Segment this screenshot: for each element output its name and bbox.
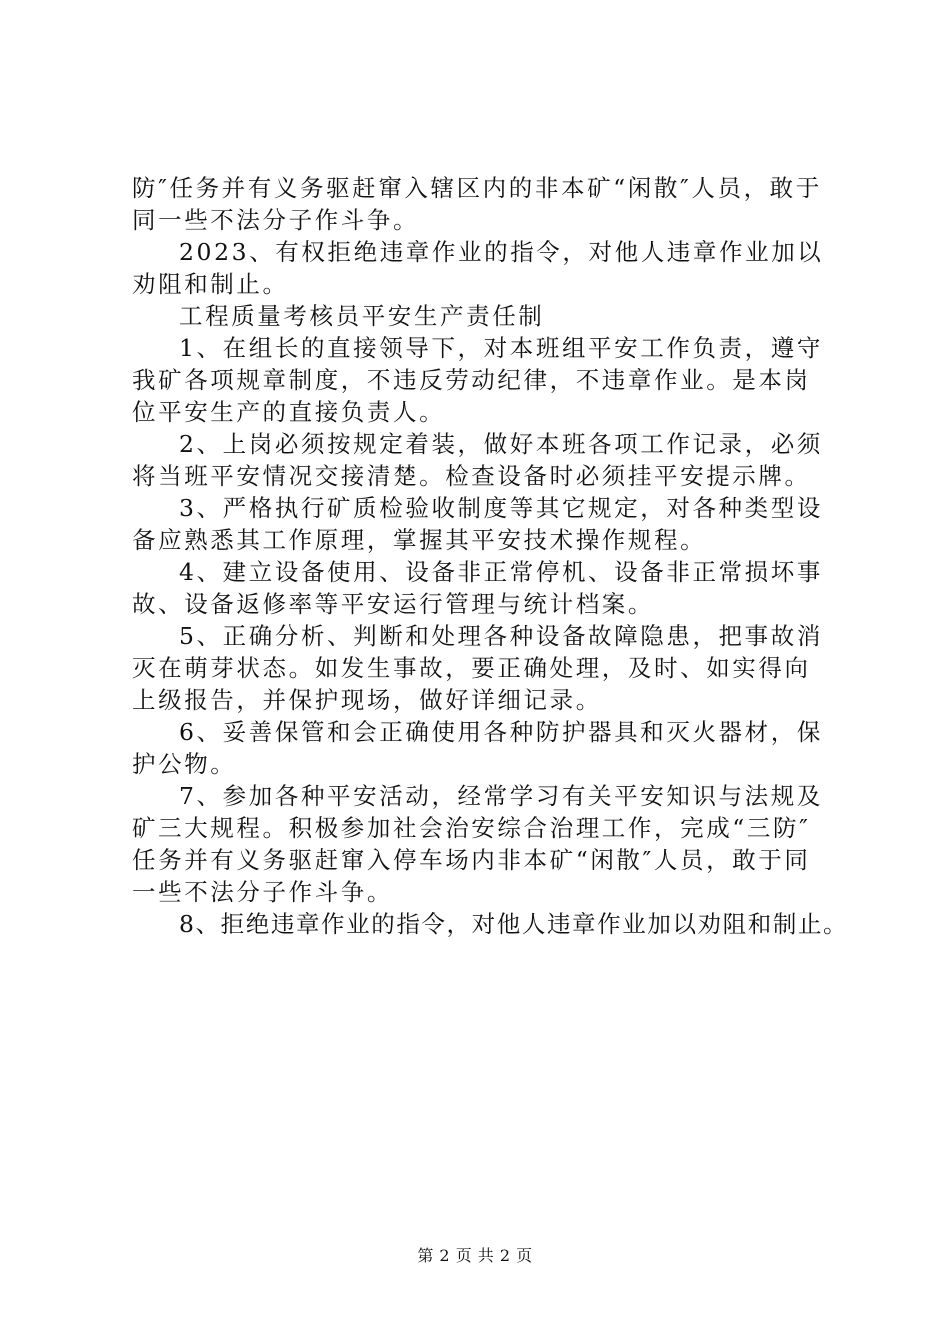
section-title: 工程质量考核员平安生产责任制	[179, 302, 545, 330]
paragraph-item-7: 7、参加各种平安活动，经常学习有关平安知识与法规及矿三大规程。积极参加社会治安综合治理工作，完成“三防″任务并有义务驱赶窜入停车场内非本矿“闲散″人员，敢于同一些不法分子作斗争。	[132, 782, 823, 906]
paragraph-item-2023: 2023、有权拒绝违章作业的指令，对他人违章作业加以劝阻和制止。	[132, 238, 824, 298]
document-body	[132, 172, 849, 940]
paragraph-item-3: 3、严格执行矿质检验收制度等其它规定，对各种类型设备应熟悉其工作原理，掌握其平安技术操作规程。	[132, 494, 823, 554]
paragraph-item-5: 5、正确分析、判断和处理各种设备故障隐患，把事故消灭在萌芽状态。如发生事故，要正确处理，及时、如实得向上级报告，并保护现场，做好详细记录。	[132, 622, 823, 714]
paragraph-continuation: 防″任务并有义务驱赶窜入辖区内的非本矿“闲散″人员，敢于同一些不法分子作斗争。	[132, 174, 822, 234]
paragraph-item-8: 8、拒绝违章作业的指令，对他人违章作业加以劝阻和制止。	[179, 910, 849, 938]
paragraph-item-1: 1、在组长的直接领导下，对本班组平安工作负责，遵守我矿各项规章制度，不违反劳动纪律，不违章作业。是本岗位平安生产的直接负责人。	[132, 334, 823, 426]
paragraph-item-6: 6、妥善保管和会正确使用各种防护器具和灭火器材，保护公物。	[132, 718, 823, 778]
paragraph-item-2: 2、上岗必须按规定着装，做好本班各项工作记录，必须将当班平安情况交接清楚。检查设备时必须挂平安提示牌。	[132, 430, 823, 490]
page-number-footer: 第 2 页 共 2 页	[417, 1246, 533, 1265]
paragraph-item-4: 4、建立设备使用、设备非正常停机、设备非正常损坏事故、设备返修率等平安运行管理与统计档案。	[132, 558, 823, 618]
